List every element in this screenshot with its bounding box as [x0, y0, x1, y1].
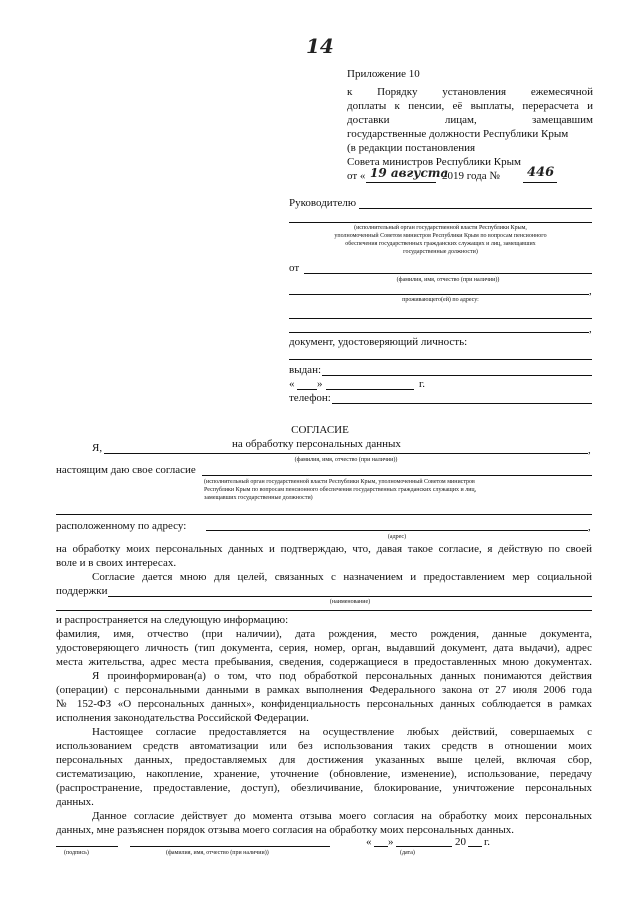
p5-line: Я проинформирован(а) о том, что под обработкой персональных данных понимаются действия [92, 670, 592, 682]
consent-organ-field[interactable] [202, 475, 592, 476]
fio-field-2[interactable] [289, 294, 589, 295]
consent-organ-note: (исполнительный орган государственной власти Республики Крым, уполномоченный Советом министров [204, 479, 475, 485]
p5-line: (операции) с персональными данными в рамках выполнения Федерального закона от 27 июля 2006 года [56, 684, 592, 696]
footer-date-close: » [388, 836, 394, 848]
date-open: « [289, 378, 295, 390]
footer-month-field[interactable] [396, 846, 452, 847]
address-note: проживающего(ей) по адресу: [402, 297, 479, 303]
signature-field[interactable] [56, 846, 118, 847]
comma: , [589, 285, 592, 297]
issued-field[interactable] [322, 375, 592, 376]
address-note: (адрес) [387, 534, 407, 540]
appendix-date-handwritten: 19 августа [370, 166, 449, 180]
year-suffix: г. [419, 378, 426, 390]
p4-line: удостоверяющего личность (тип документа, серия, номер, орган, выдавший документ, дата выдачи), адрес [56, 642, 592, 654]
issue-month-field[interactable] [326, 389, 414, 390]
p7-line: Данное согласие действует до момента отзыва моего согласия на обработку моих персональных [92, 810, 592, 822]
p2-line: поддержки [56, 585, 108, 597]
date-close: » [317, 378, 323, 390]
support-field[interactable] [108, 596, 592, 597]
organ-note: обеспечения государственных гражданских служащих и лиц, замещавших [345, 241, 536, 247]
p6-line: данных. [56, 796, 94, 808]
from-field[interactable] [304, 273, 592, 274]
located-label: расположенному по адресу: [56, 520, 187, 532]
p7-line: данных, мне разъяснен порядок отзыва моего согласия на обработку моих персональных данных. [56, 824, 515, 836]
footer-fio-note: (фамилия, имя, отчество (при наличии)) [166, 850, 269, 856]
ya-label: Я, [92, 442, 103, 454]
consent-organ-field-2[interactable] [56, 514, 592, 515]
appendix-line: доплаты к пенсии, её выплаты, перерасчета и [347, 100, 593, 112]
p3: и распространяется на следующую информацию: [56, 614, 289, 626]
p1-line: воле и в своих интересах. [56, 557, 177, 569]
footer-year-field[interactable] [468, 846, 482, 847]
appendix-line: (в редакции постановления [347, 142, 476, 154]
doc-label: документ, удостоверяющий личность: [289, 336, 468, 348]
organ-note: государственные должности) [403, 249, 478, 255]
naming-note: (наименование) [329, 599, 371, 605]
phone-field[interactable] [332, 403, 592, 404]
footer-day-field[interactable] [374, 846, 388, 847]
p6-line: использованием средств автоматизации или без использования таких средств в отношении моих [56, 740, 592, 752]
consent-title: СОГЛАСИЕ [291, 424, 349, 436]
appendix-number-handwritten: 446 [527, 165, 555, 180]
consent-subtitle: на обработку персональных данных [232, 438, 401, 450]
consent-label: настоящим даю свое согласие [56, 464, 196, 476]
p5-line: № 152-ФЗ «О персональных данных», конфиденциальность персональных данных соблюдается в рамках [56, 698, 592, 710]
p4-line: фамилия, имя, отчество (при наличии), дата рождения, место рождения, данные документа, [56, 628, 592, 640]
footer-date-note: (дата) [400, 850, 415, 856]
comma: , [589, 323, 592, 335]
doc-field[interactable] [289, 359, 592, 360]
issue-day-field[interactable] [297, 389, 317, 390]
footer-date-open: « [366, 836, 372, 848]
appendix-date-suffix: 2019 года № [442, 170, 500, 182]
p6-line: персональных данных, предоставляемых для достижения указанных выше целей, включая сбор, [56, 754, 592, 766]
ya-note: (фамилия, имя, отчество (при наличии)) [294, 457, 398, 463]
organ-field[interactable] [289, 222, 592, 223]
head-label: Руководителю [289, 197, 357, 209]
consent-organ-note: замещавших государственные должности) [204, 495, 313, 501]
appendix-line: государственные должности Республики Крым [347, 128, 569, 140]
p4-line: места жительства, адрес места пребывания, сведения, содержащиеся в предоставленных мною документах. [56, 656, 592, 668]
footer-fio-field[interactable] [130, 846, 330, 847]
appendix-line: к Порядку установления ежемесячной [347, 86, 593, 98]
head-field[interactable] [359, 208, 592, 209]
support-field-2[interactable] [56, 610, 592, 611]
organ-note: уполномоченный Советом министров Республики Крым по вопросам пенсионного [334, 233, 547, 239]
address-field-1[interactable] [289, 318, 592, 319]
issued-label: выдан: [289, 364, 322, 376]
consent-organ-note: Республики Крым по вопросам пенсионного обеспечения государственных гражданских служащих и лиц, [204, 487, 477, 493]
p1-line: на обработку моих персональных данных и подтверждаю, что, давая такое согласие, я действую по своей [56, 543, 592, 555]
appendix-date-prefix: от « [347, 170, 366, 182]
comma: , [588, 444, 591, 456]
from-label: от [289, 262, 300, 274]
appendix-title: Приложение 10 [347, 68, 420, 80]
p5-line: исполнения законодательства Российской Федерации. [56, 712, 309, 724]
p6-line: систематизацию, накопление, хранение, уточнение (обновление, изменение), использование, передачу [56, 768, 592, 780]
appendix-line: доставки лицам, замещавшим [347, 114, 593, 126]
address-field-2[interactable] [289, 332, 589, 333]
phone-label: телефон: [289, 392, 331, 404]
p6-line: (распространение, предоставление, доступ), обезличивание, блокирование, уничтожение персональных [56, 782, 592, 794]
organ-note: (исполнительный орган государственной власти Республики Крым, [354, 225, 527, 231]
ya-field[interactable] [104, 453, 588, 454]
footer-year-prefix: 20 [455, 836, 466, 848]
footer-year-suffix: г. [484, 836, 491, 848]
p2-line: Согласие дается мною для целей, связанных с назначением и предоставлением мер социальной [92, 571, 592, 583]
appendix-line: Совета министров Республики Крым [347, 156, 521, 168]
comma: , [588, 521, 591, 533]
located-field[interactable] [206, 530, 588, 531]
sign-note: (подпись) [64, 850, 89, 856]
p6-line: Настоящее согласие предоставляется на осуществление любых действий, совершаемых с [92, 726, 592, 738]
page-number: 14 [306, 34, 334, 58]
fio-note: (фамилия, имя, отчество (при наличии)) [396, 277, 500, 283]
